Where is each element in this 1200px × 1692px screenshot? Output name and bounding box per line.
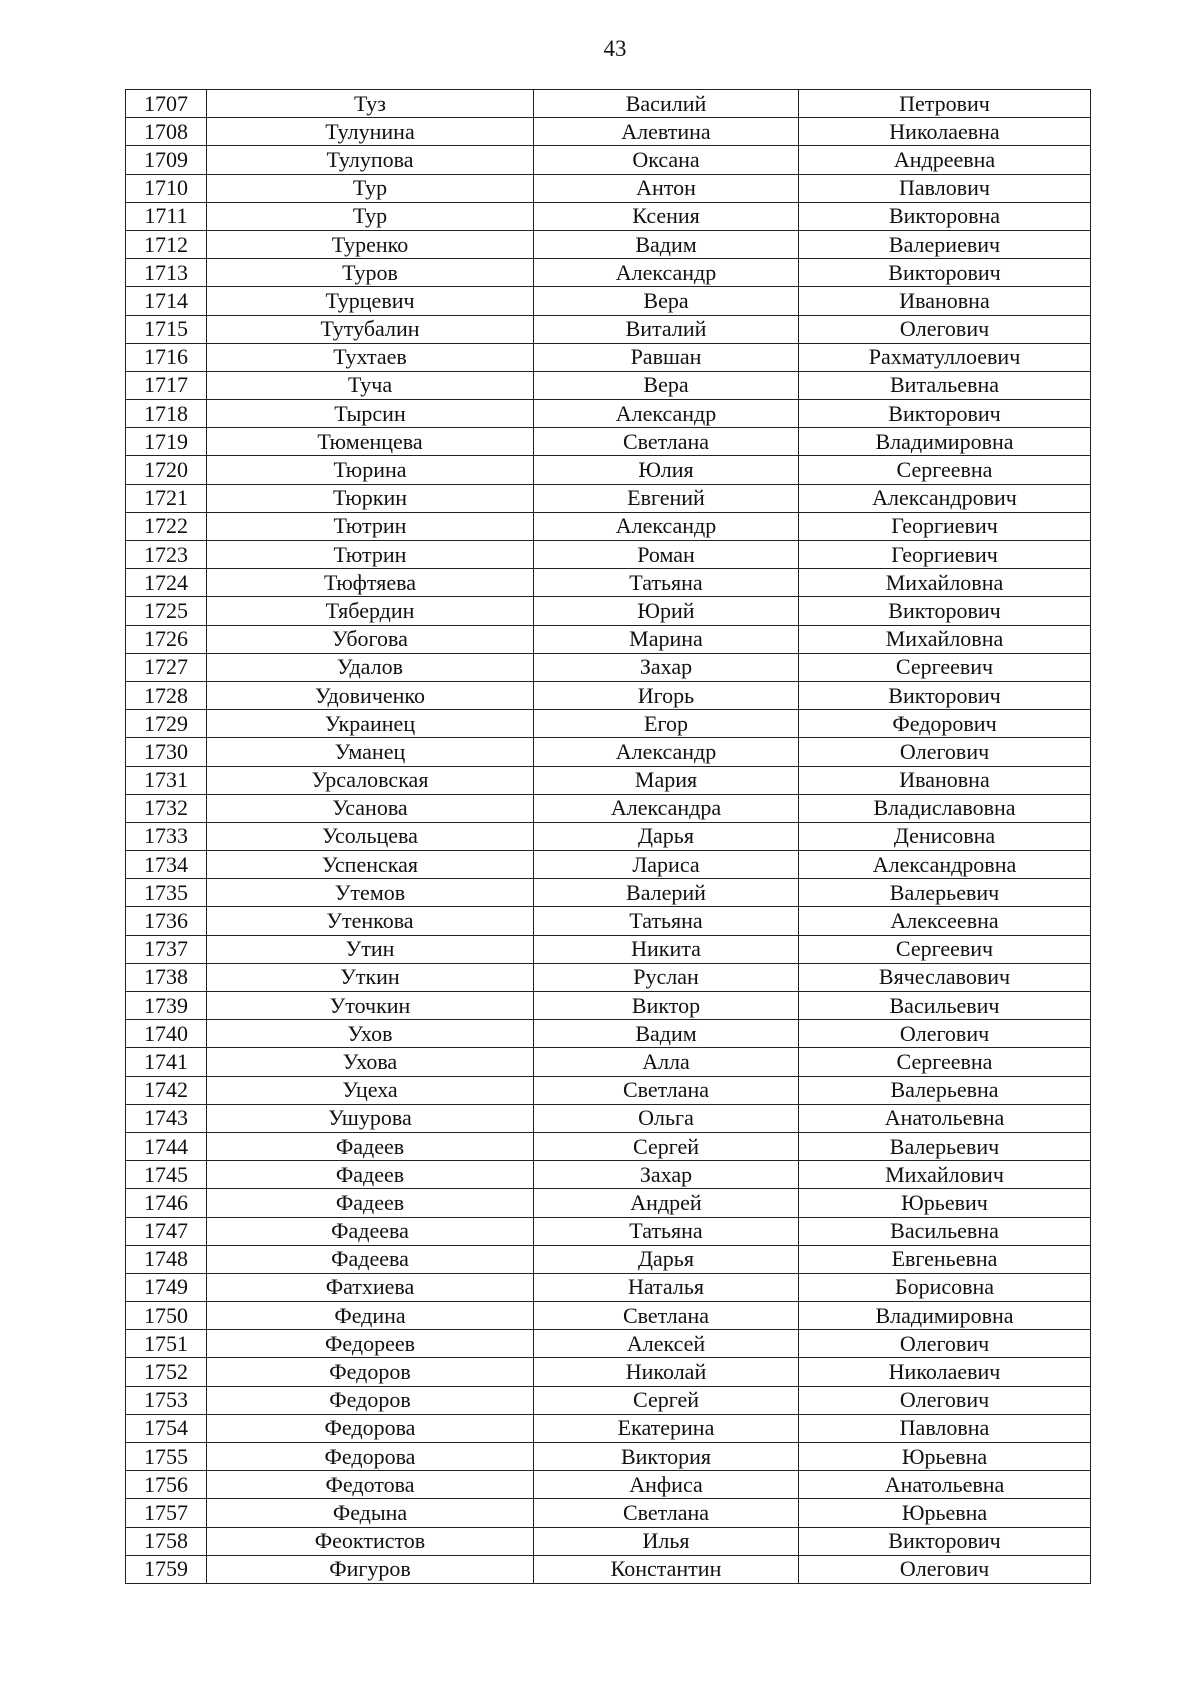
given-name-cell: Вадим xyxy=(534,230,799,258)
surname-cell: Федоров xyxy=(207,1358,534,1386)
surname-cell: Тырсин xyxy=(207,400,534,428)
row-number-cell: 1759 xyxy=(126,1555,207,1583)
given-name-cell: Александр xyxy=(534,259,799,287)
patronymic-cell: Викторович xyxy=(799,681,1091,709)
given-name-cell: Василий xyxy=(534,90,799,118)
table-row xyxy=(126,456,1091,484)
given-name-cell: Виталий xyxy=(534,315,799,343)
table-row xyxy=(126,174,1091,202)
patronymic-cell: Андреевна xyxy=(799,146,1091,174)
row-number-cell: 1727 xyxy=(126,653,207,681)
table-row xyxy=(126,1189,1091,1217)
patronymic-cell: Викторович xyxy=(799,400,1091,428)
table-row xyxy=(126,597,1091,625)
table-row xyxy=(126,343,1091,371)
surname-cell: Уткин xyxy=(207,963,534,991)
table-row xyxy=(126,1330,1091,1358)
surname-cell: Фадеев xyxy=(207,1161,534,1189)
patronymic-cell: Вячеславович xyxy=(799,963,1091,991)
patronymic-cell: Олегович xyxy=(799,1330,1091,1358)
surname-cell: Фадеев xyxy=(207,1132,534,1160)
patronymic-cell: Юрьевна xyxy=(799,1499,1091,1527)
row-number-cell: 1744 xyxy=(126,1132,207,1160)
page-number: 43 xyxy=(603,36,627,61)
patronymic-cell: Михайловна xyxy=(799,625,1091,653)
given-name-cell: Александр xyxy=(534,400,799,428)
row-number-cell: 1748 xyxy=(126,1245,207,1273)
surname-cell: Тюрина xyxy=(207,456,534,484)
given-name-cell: Дарья xyxy=(534,1245,799,1273)
table-row xyxy=(126,1358,1091,1386)
table-row xyxy=(126,963,1091,991)
surname-cell: Тур xyxy=(207,202,534,230)
surname-cell: Турцевич xyxy=(207,287,534,315)
row-number-cell: 1740 xyxy=(126,1020,207,1048)
table-row xyxy=(126,625,1091,653)
patronymic-cell: Сергеевич xyxy=(799,653,1091,681)
table-row xyxy=(126,738,1091,766)
given-name-cell: Светлана xyxy=(534,1076,799,1104)
table-row xyxy=(126,879,1091,907)
table-row xyxy=(126,1245,1091,1273)
row-number-cell: 1736 xyxy=(126,907,207,935)
patronymic-cell: Георгиевич xyxy=(799,512,1091,540)
table-row xyxy=(126,428,1091,456)
given-name-cell: Александр xyxy=(534,738,799,766)
row-number-cell: 1712 xyxy=(126,230,207,258)
row-number-cell: 1732 xyxy=(126,794,207,822)
row-number-cell: 1742 xyxy=(126,1076,207,1104)
row-number-cell: 1715 xyxy=(126,315,207,343)
table-row xyxy=(126,1161,1091,1189)
table-row xyxy=(126,1076,1091,1104)
surname-cell: Тутубалин xyxy=(207,315,534,343)
patronymic-cell: Михайловна xyxy=(799,569,1091,597)
patronymic-cell: Сергеевна xyxy=(799,456,1091,484)
row-number-cell: 1734 xyxy=(126,851,207,879)
row-number-cell: 1707 xyxy=(126,90,207,118)
surname-cell: Уцеха xyxy=(207,1076,534,1104)
patronymic-cell: Павловна xyxy=(799,1414,1091,1442)
table-row xyxy=(126,569,1091,597)
given-name-cell: Светлана xyxy=(534,428,799,456)
row-number-cell: 1724 xyxy=(126,569,207,597)
given-name-cell: Мария xyxy=(534,766,799,794)
table-row xyxy=(126,681,1091,709)
patronymic-cell: Алексеевна xyxy=(799,907,1091,935)
surname-cell: Утенкова xyxy=(207,907,534,935)
surname-cell: Урсаловская xyxy=(207,766,534,794)
patronymic-cell: Викторович xyxy=(799,1527,1091,1555)
row-number-cell: 1745 xyxy=(126,1161,207,1189)
table-row xyxy=(126,766,1091,794)
given-name-cell: Константин xyxy=(534,1555,799,1583)
patronymic-cell: Юрьевна xyxy=(799,1443,1091,1471)
given-name-cell: Татьяна xyxy=(534,907,799,935)
given-name-cell: Сергей xyxy=(534,1386,799,1414)
surname-cell: Тютрин xyxy=(207,541,534,569)
patronymic-cell: Владимировна xyxy=(799,1302,1091,1330)
row-number-cell: 1754 xyxy=(126,1414,207,1442)
given-name-cell: Светлана xyxy=(534,1302,799,1330)
given-name-cell: Алла xyxy=(534,1048,799,1076)
surname-cell: Тулупова xyxy=(207,146,534,174)
surname-cell: Ухова xyxy=(207,1048,534,1076)
given-name-cell: Наталья xyxy=(534,1273,799,1301)
given-name-cell: Анфиса xyxy=(534,1471,799,1499)
row-number-cell: 1756 xyxy=(126,1471,207,1499)
table-row xyxy=(126,851,1091,879)
patronymic-cell: Федорович xyxy=(799,710,1091,738)
patronymic-cell: Васильевна xyxy=(799,1217,1091,1245)
roster-table-body xyxy=(126,90,1091,1584)
given-name-cell: Вера xyxy=(534,371,799,399)
given-name-cell: Ксения xyxy=(534,202,799,230)
patronymic-cell: Олегович xyxy=(799,315,1091,343)
patronymic-cell: Георгиевич xyxy=(799,541,1091,569)
surname-cell: Туча xyxy=(207,371,534,399)
surname-cell: Фадеева xyxy=(207,1245,534,1273)
given-name-cell: Игорь xyxy=(534,681,799,709)
patronymic-cell: Валерьевич xyxy=(799,1132,1091,1160)
roster-table xyxy=(125,89,1091,1584)
given-name-cell: Марина xyxy=(534,625,799,653)
given-name-cell: Роман xyxy=(534,541,799,569)
surname-cell: Успенская xyxy=(207,851,534,879)
surname-cell: Тюменцева xyxy=(207,428,534,456)
row-number-cell: 1725 xyxy=(126,597,207,625)
given-name-cell: Андрей xyxy=(534,1189,799,1217)
surname-cell: Уманец xyxy=(207,738,534,766)
patronymic-cell: Анатольевна xyxy=(799,1471,1091,1499)
row-number-cell: 1721 xyxy=(126,484,207,512)
row-number-cell: 1733 xyxy=(126,822,207,850)
given-name-cell: Валерий xyxy=(534,879,799,907)
patronymic-cell: Ивановна xyxy=(799,766,1091,794)
table-row xyxy=(126,1217,1091,1245)
patronymic-cell: Сергеевич xyxy=(799,935,1091,963)
patronymic-cell: Рахматуллоевич xyxy=(799,343,1091,371)
given-name-cell: Виктор xyxy=(534,992,799,1020)
surname-cell: Тур xyxy=(207,174,534,202)
row-number-cell: 1757 xyxy=(126,1499,207,1527)
patronymic-cell: Николаевна xyxy=(799,118,1091,146)
surname-cell: Федина xyxy=(207,1302,534,1330)
surname-cell: Утемов xyxy=(207,879,534,907)
given-name-cell: Александра xyxy=(534,794,799,822)
row-number-cell: 1751 xyxy=(126,1330,207,1358)
patronymic-cell: Олегович xyxy=(799,1020,1091,1048)
surname-cell: Федотова xyxy=(207,1471,534,1499)
patronymic-cell: Владиславовна xyxy=(799,794,1091,822)
table-row xyxy=(126,1273,1091,1301)
surname-cell: Тюфтяева xyxy=(207,569,534,597)
given-name-cell: Сергей xyxy=(534,1132,799,1160)
patronymic-cell: Викторовна xyxy=(799,202,1091,230)
given-name-cell: Илья xyxy=(534,1527,799,1555)
surname-cell: Федорова xyxy=(207,1443,534,1471)
given-name-cell: Никита xyxy=(534,935,799,963)
row-number-cell: 1747 xyxy=(126,1217,207,1245)
surname-cell: Тулунина xyxy=(207,118,534,146)
row-number-cell: 1722 xyxy=(126,512,207,540)
table-row xyxy=(126,287,1091,315)
table-row xyxy=(126,992,1091,1020)
table-row xyxy=(126,794,1091,822)
patronymic-cell: Борисовна xyxy=(799,1273,1091,1301)
row-number-cell: 1750 xyxy=(126,1302,207,1330)
given-name-cell: Евгений xyxy=(534,484,799,512)
patronymic-cell: Павлович xyxy=(799,174,1091,202)
surname-cell: Фадеев xyxy=(207,1189,534,1217)
table-row xyxy=(126,118,1091,146)
table-row xyxy=(126,822,1091,850)
given-name-cell: Юрий xyxy=(534,597,799,625)
given-name-cell: Вадим xyxy=(534,1020,799,1048)
patronymic-cell: Владимировна xyxy=(799,428,1091,456)
surname-cell: Фатхиева xyxy=(207,1273,534,1301)
table-row xyxy=(126,202,1091,230)
table-row xyxy=(126,1499,1091,1527)
given-name-cell: Ольга xyxy=(534,1104,799,1132)
surname-cell: Ухов xyxy=(207,1020,534,1048)
given-name-cell: Николай xyxy=(534,1358,799,1386)
surname-cell: Тютрин xyxy=(207,512,534,540)
row-number-cell: 1719 xyxy=(126,428,207,456)
patronymic-cell: Денисовна xyxy=(799,822,1091,850)
table-row xyxy=(126,1386,1091,1414)
patronymic-cell: Валериевич xyxy=(799,230,1091,258)
given-name-cell: Татьяна xyxy=(534,569,799,597)
surname-cell: Утин xyxy=(207,935,534,963)
patronymic-cell: Олегович xyxy=(799,1555,1091,1583)
surname-cell: Тябердин xyxy=(207,597,534,625)
row-number-cell: 1730 xyxy=(126,738,207,766)
given-name-cell: Антон xyxy=(534,174,799,202)
surname-cell: Ушурова xyxy=(207,1104,534,1132)
patronymic-cell: Олегович xyxy=(799,1386,1091,1414)
row-number-cell: 1713 xyxy=(126,259,207,287)
table-row xyxy=(126,1104,1091,1132)
surname-cell: Федоров xyxy=(207,1386,534,1414)
row-number-cell: 1716 xyxy=(126,343,207,371)
table-row xyxy=(126,1443,1091,1471)
row-number-cell: 1743 xyxy=(126,1104,207,1132)
patronymic-cell: Валерьевич xyxy=(799,879,1091,907)
given-name-cell: Оксана xyxy=(534,146,799,174)
given-name-cell: Виктория xyxy=(534,1443,799,1471)
surname-cell: Туз xyxy=(207,90,534,118)
surname-cell: Федореев xyxy=(207,1330,534,1358)
row-number-cell: 1731 xyxy=(126,766,207,794)
table-row xyxy=(126,935,1091,963)
table-row xyxy=(126,1048,1091,1076)
table-row xyxy=(126,400,1091,428)
table-row xyxy=(126,1555,1091,1583)
patronymic-cell: Николаевич xyxy=(799,1358,1091,1386)
given-name-cell: Светлана xyxy=(534,1499,799,1527)
row-number-cell: 1737 xyxy=(126,935,207,963)
table-row xyxy=(126,484,1091,512)
row-number-cell: 1758 xyxy=(126,1527,207,1555)
surname-cell: Федына xyxy=(207,1499,534,1527)
row-number-cell: 1729 xyxy=(126,710,207,738)
surname-cell: Тухтаев xyxy=(207,343,534,371)
surname-cell: Убогова xyxy=(207,625,534,653)
row-number-cell: 1710 xyxy=(126,174,207,202)
given-name-cell: Руслан xyxy=(534,963,799,991)
patronymic-cell: Евгеньевна xyxy=(799,1245,1091,1273)
patronymic-cell: Анатольевна xyxy=(799,1104,1091,1132)
given-name-cell: Захар xyxy=(534,1161,799,1189)
row-number-cell: 1752 xyxy=(126,1358,207,1386)
given-name-cell: Равшан xyxy=(534,343,799,371)
table-row xyxy=(126,1527,1091,1555)
table-row xyxy=(126,146,1091,174)
patronymic-cell: Валерьевна xyxy=(799,1076,1091,1104)
table-row xyxy=(126,1020,1091,1048)
patronymic-cell: Ивановна xyxy=(799,287,1091,315)
patronymic-cell: Витальевна xyxy=(799,371,1091,399)
table-row xyxy=(126,1414,1091,1442)
table-row xyxy=(126,541,1091,569)
given-name-cell: Вера xyxy=(534,287,799,315)
row-number-cell: 1717 xyxy=(126,371,207,399)
row-number-cell: 1755 xyxy=(126,1443,207,1471)
given-name-cell: Юлия xyxy=(534,456,799,484)
surname-cell: Усанова xyxy=(207,794,534,822)
surname-cell: Тюркин xyxy=(207,484,534,512)
table-row xyxy=(126,1302,1091,1330)
row-number-cell: 1708 xyxy=(126,118,207,146)
surname-cell: Феоктистов xyxy=(207,1527,534,1555)
given-name-cell: Захар xyxy=(534,653,799,681)
given-name-cell: Александр xyxy=(534,512,799,540)
table-row xyxy=(126,371,1091,399)
row-number-cell: 1711 xyxy=(126,202,207,230)
given-name-cell: Лариса xyxy=(534,851,799,879)
table-row xyxy=(126,230,1091,258)
row-number-cell: 1749 xyxy=(126,1273,207,1301)
patronymic-cell: Александровна xyxy=(799,851,1091,879)
given-name-cell: Алевтина xyxy=(534,118,799,146)
row-number-cell: 1746 xyxy=(126,1189,207,1217)
patronymic-cell: Васильевич xyxy=(799,992,1091,1020)
table-row xyxy=(126,259,1091,287)
surname-cell: Фадеева xyxy=(207,1217,534,1245)
row-number-cell: 1714 xyxy=(126,287,207,315)
patronymic-cell: Сергеевна xyxy=(799,1048,1091,1076)
row-number-cell: 1753 xyxy=(126,1386,207,1414)
surname-cell: Фигуров xyxy=(207,1555,534,1583)
given-name-cell: Татьяна xyxy=(534,1217,799,1245)
given-name-cell: Дарья xyxy=(534,822,799,850)
row-number-cell: 1728 xyxy=(126,681,207,709)
table-row xyxy=(126,512,1091,540)
row-number-cell: 1726 xyxy=(126,625,207,653)
given-name-cell: Алексей xyxy=(534,1330,799,1358)
row-number-cell: 1738 xyxy=(126,963,207,991)
surname-cell: Туров xyxy=(207,259,534,287)
surname-cell: Туренко xyxy=(207,230,534,258)
row-number-cell: 1723 xyxy=(126,541,207,569)
table-row xyxy=(126,653,1091,681)
table-row xyxy=(126,907,1091,935)
surname-cell: Федорова xyxy=(207,1414,534,1442)
surname-cell: Уточкин xyxy=(207,992,534,1020)
row-number-cell: 1741 xyxy=(126,1048,207,1076)
row-number-cell: 1735 xyxy=(126,879,207,907)
row-number-cell: 1718 xyxy=(126,400,207,428)
row-number-cell: 1709 xyxy=(126,146,207,174)
patronymic-cell: Петрович xyxy=(799,90,1091,118)
surname-cell: Усольцева xyxy=(207,822,534,850)
patronymic-cell: Олегович xyxy=(799,738,1091,766)
patronymic-cell: Юрьевич xyxy=(799,1189,1091,1217)
surname-cell: Украинец xyxy=(207,710,534,738)
table-row xyxy=(126,90,1091,118)
table-row xyxy=(126,710,1091,738)
patronymic-cell: Викторович xyxy=(799,259,1091,287)
patronymic-cell: Александрович xyxy=(799,484,1091,512)
row-number-cell: 1739 xyxy=(126,992,207,1020)
row-number-cell: 1720 xyxy=(126,456,207,484)
surname-cell: Удовиченко xyxy=(207,681,534,709)
given-name-cell: Егор xyxy=(534,710,799,738)
table-row xyxy=(126,1132,1091,1160)
patronymic-cell: Викторович xyxy=(799,597,1091,625)
given-name-cell: Екатерина xyxy=(534,1414,799,1442)
surname-cell: Удалов xyxy=(207,653,534,681)
patronymic-cell: Михайлович xyxy=(799,1161,1091,1189)
table-row xyxy=(126,315,1091,343)
table-row xyxy=(126,1471,1091,1499)
